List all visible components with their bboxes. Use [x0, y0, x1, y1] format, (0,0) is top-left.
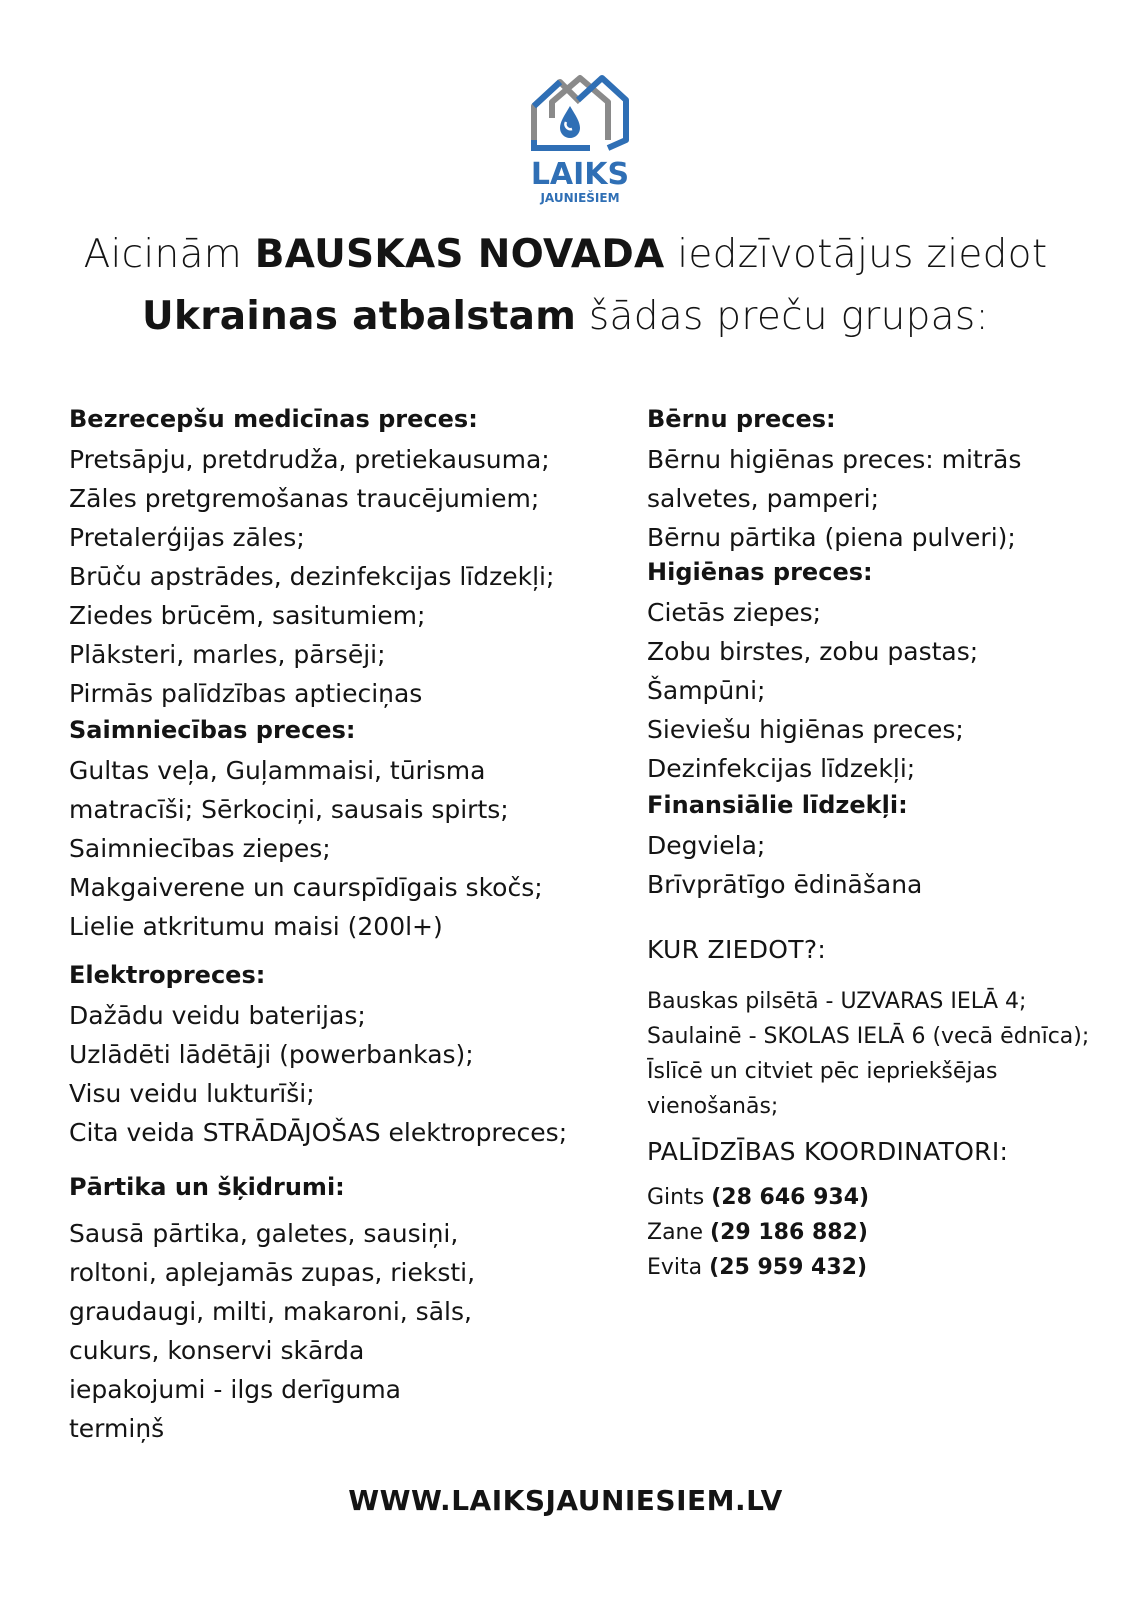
contact-phone[interactable]: (28 646 934) — [711, 1185, 870, 1210]
list-item: Dezinfekcijas līdzekļi; — [647, 754, 916, 783]
list-item: Dažādu veidu baterijas; — [69, 1001, 366, 1030]
item-list — [69, 996, 629, 1152]
list-item: graudaugi, milti, makaroni, sāls, — [69, 1297, 472, 1326]
section-children — [647, 404, 1102, 557]
section-coordinators — [647, 1136, 1102, 1285]
list-item: Visu veidu lukturīši; — [69, 1079, 315, 1108]
list-item: Gultas veļa, Guļammaisi, tūrisma — [69, 756, 486, 785]
headline-line-1 — [0, 232, 1131, 277]
section-where-to-donate — [647, 934, 1102, 1124]
section-financial — [647, 790, 1102, 904]
headline-purpose: Ukrainas atbalstam — [142, 294, 577, 339]
list-item: Zāles pretgremošanas traucējumiem; — [69, 484, 540, 513]
contact-name: Gints — [647, 1185, 705, 1210]
location-list — [647, 984, 1102, 1124]
headline-line-2 — [0, 294, 1131, 339]
item-list — [647, 826, 1102, 904]
section-title: Higiēnas preces: — [647, 558, 873, 586]
section-title: Bezrecepšu medicīnas preces: — [69, 405, 478, 433]
contact-phone[interactable]: (25 959 432) — [709, 1255, 868, 1280]
contact-name: Evita — [647, 1255, 703, 1280]
logo-subtitle: JAUNIEŠIEM — [540, 191, 620, 205]
contact-phone[interactable]: (29 186 882) — [710, 1220, 868, 1245]
list-item: matracīši; Sērkociņi, sausais spirts; — [69, 795, 509, 824]
section-title: Elektropreces: — [69, 961, 266, 989]
laiks-jauniesiem-logo — [530, 72, 630, 210]
list-item: Brīvprātīgo ēdināšana — [647, 870, 923, 899]
headline-text: iedzīvotājus ziedot — [664, 232, 1048, 277]
list-item: roltoni, aplejamās zupas, rieksti, — [69, 1258, 476, 1287]
item-list — [647, 440, 1102, 557]
section-title: Saimniecības preces: — [69, 716, 356, 744]
section-title: Pārtika un šķidrumi: — [69, 1173, 345, 1201]
list-item: Saimniecības ziepes; — [69, 834, 331, 863]
section-title: KUR ZIEDOT?: — [647, 935, 827, 964]
list-item: Sausā pārtika, galetes, sausiņi, — [69, 1219, 459, 1248]
list-item: Cita veida STRĀDĀJOŠAS elektropreces; — [69, 1118, 568, 1147]
section-electronics — [69, 960, 629, 1152]
item-list — [69, 751, 629, 946]
list-item: Sieviešu higiēnas preces; — [647, 715, 964, 744]
section-household — [69, 715, 629, 946]
list-item: Pretalerģijas zāles; — [69, 523, 305, 552]
list-item: Bērnu pārtika (piena pulveri); — [647, 523, 1016, 552]
list-item: Zobu birstes, zobu pastas; — [647, 637, 979, 666]
headline-text: Aicinām — [83, 232, 255, 277]
list-item: cukurs, konservi skārda — [69, 1336, 365, 1365]
item-list — [647, 593, 1102, 788]
list-item: Pirmās palīdzības aptieciņas — [69, 679, 423, 708]
section-title: PALĪDZĪBAS KOORDINATORI: — [647, 1137, 1009, 1166]
list-item: Makgaiverene un caurspīdīgais skočs; — [69, 873, 543, 902]
item-list — [69, 1214, 629, 1448]
section-title: Bērnu preces: — [647, 405, 836, 433]
location-item: Bauskas pilsētā - UZVARAS IELĀ 4; — [647, 989, 1027, 1014]
list-item: Bērnu higiēnas preces: mitrās — [647, 445, 1022, 474]
section-title: Finansiālie līdzekļi: — [647, 791, 908, 819]
section-food — [69, 1172, 629, 1448]
item-list — [69, 440, 629, 713]
section-hygiene — [647, 557, 1102, 788]
logo-name: LAIKS — [530, 157, 630, 192]
headline-text: šādas preču grupas: — [576, 294, 989, 339]
contact-row — [647, 1250, 1102, 1285]
list-item: Cietās ziepes; — [647, 598, 822, 627]
list-item: salvetes, pamperi; — [647, 484, 880, 513]
location-item: Saulainē - SKOLAS IELĀ 6 (vecā ēdnīca); — [647, 1024, 1090, 1049]
list-item: Brūču apstrādes, dezinfekcijas līdzekļi; — [69, 562, 555, 591]
list-item: Lielie atkritumu maisi (200l+) — [69, 912, 443, 941]
left-column — [69, 404, 629, 1448]
website-link[interactable]: WWW.LAIKSJAUNIESIEM.LV — [348, 1484, 783, 1517]
section-medicine — [69, 404, 629, 713]
list-item: Plāksteri, marles, pārsēji; — [69, 640, 386, 669]
location-item: Īslīcē un citviet pēc iepriekšējas vienošanās; — [647, 1059, 998, 1119]
list-item: Degviela; — [647, 831, 766, 860]
right-column — [647, 404, 1102, 1285]
list-item: Ziedes brūcēm, sasitumiem; — [69, 601, 426, 630]
list-item: iepakojumi - ilgs derīguma — [69, 1375, 401, 1404]
contact-row — [647, 1215, 1102, 1250]
list-item: Šampūni; — [647, 676, 766, 705]
list-item: Uzlādēti lādētāji (powerbankas); — [69, 1040, 474, 1069]
contact-name: Zane — [647, 1220, 704, 1245]
house-drop-icon — [534, 78, 626, 148]
headline-region: BAUSKAS NOVADA — [254, 232, 665, 277]
list-item: termiņš — [69, 1414, 165, 1443]
contact-row — [647, 1180, 1102, 1215]
list-item: Pretsāpju, pretdrudža, pretiekausuma; — [69, 445, 550, 474]
